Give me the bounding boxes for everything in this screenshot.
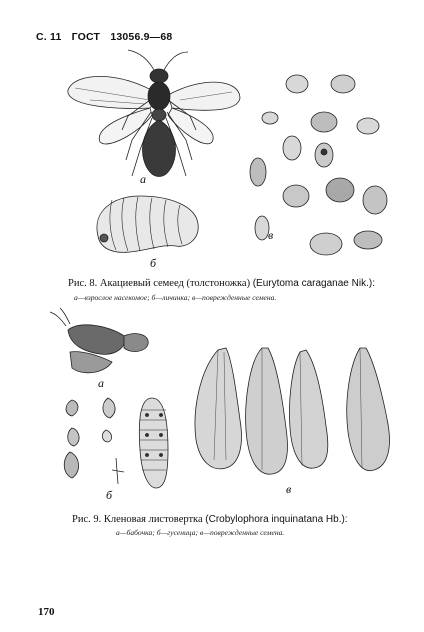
fig9-letter-a: а: [98, 376, 104, 390]
fig8-wasp-illustration: [68, 50, 240, 177]
fig9-caption-title: [72, 514, 348, 525]
fig8-letter-b: б: [150, 256, 157, 270]
fig9-letter-v: в: [286, 482, 292, 496]
fig9-caterpillar-illustration: [64, 398, 168, 488]
fig8-legend: а—взрослое насекомое; б—личинка; в—поврежденные семена.: [74, 293, 277, 302]
fig9-latin-name: (Crobylophora inquinatana Hb.):: [205, 514, 348, 525]
fig9-letter-b: б: [106, 488, 113, 502]
page-number: 170: [38, 606, 55, 618]
fig9-legend: а—бабочка; б—гусеница; в—поврежденные семена.: [116, 528, 285, 537]
fig8-title: Рис. 8. Акациевый семеед (толстоножка): [68, 278, 251, 289]
page-label: С. 11: [36, 31, 62, 43]
fig9-moth-illustration: [50, 308, 148, 373]
fig9-title: Рис. 9. Кленовая листовертка: [72, 514, 203, 525]
fig8-larva-illustration: [97, 196, 198, 252]
fig8-letter-a: а: [140, 172, 146, 186]
standard-label: ГОСТ: [71, 31, 101, 43]
standard-number: 13056.9—68: [110, 31, 173, 43]
fig8-latin-name: (Eurytoma caraganae Nik.):: [252, 278, 375, 289]
fig8-caption-title: [68, 278, 375, 289]
fig8-letter-v: в: [268, 228, 274, 242]
fig9-maple-seeds-illustration: [195, 348, 389, 474]
